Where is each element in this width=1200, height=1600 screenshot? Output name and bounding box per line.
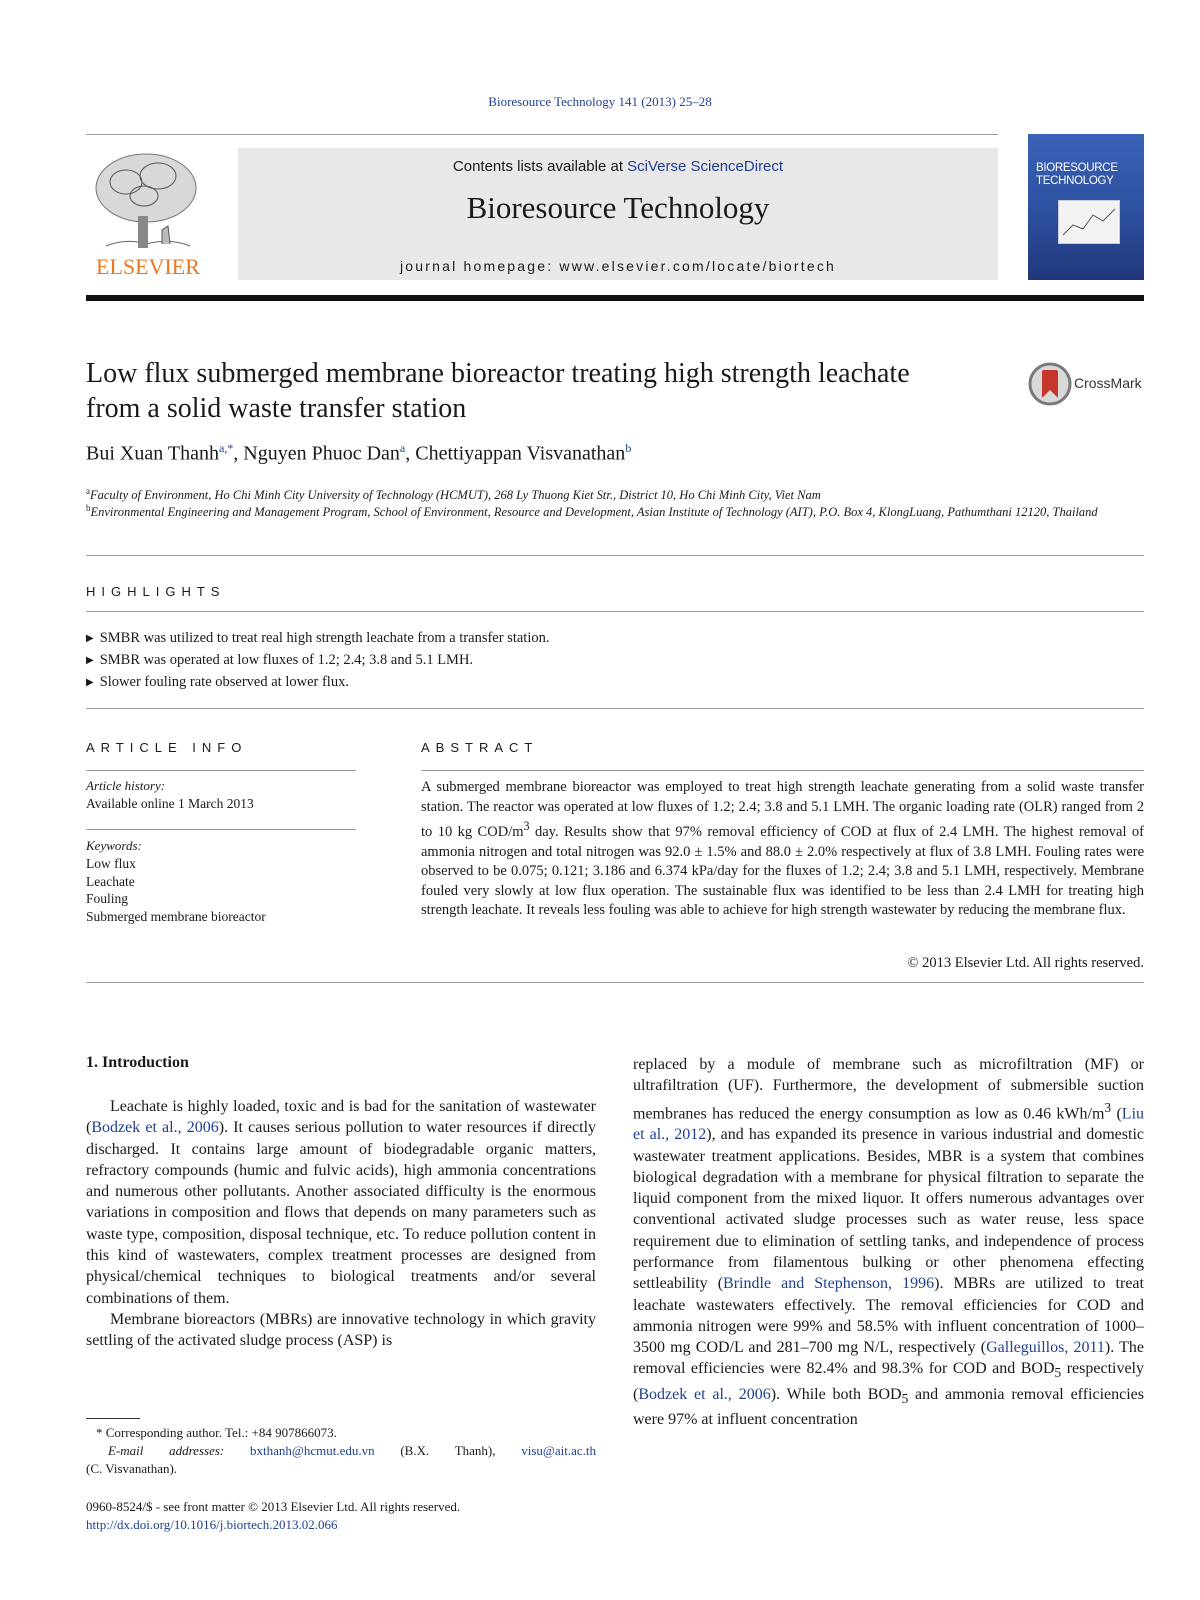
body-column-left <box>86 1096 596 1352</box>
journal-homepage[interactable]: journal homepage: www.elsevier.com/locate/biortech <box>399 258 837 274</box>
paragraph <box>633 1054 1144 1431</box>
journal-banner <box>238 148 998 280</box>
email-line <box>86 1442 596 1460</box>
divider <box>86 982 1144 983</box>
body-column-right <box>633 1054 1144 1431</box>
citation-link[interactable]: Bodzek et al., 2006 <box>91 1119 219 1137</box>
citation-link[interactable]: Liu et al., 2012 <box>633 1104 1145 1144</box>
affiliation <box>86 499 1146 521</box>
text-run: replaced by a module of membrane such as microfiltration (MF) or ultrafiltration (UF). Furthermore, the development of submersible suction membranes has reduced the energy consumption as low as 0.46 kWh/m <box>633 1056 1144 1122</box>
journal-name: Bioresource Technology <box>466 190 770 225</box>
crossmark-icon <box>1028 362 1072 406</box>
author-affiliation-mark[interactable]: b <box>625 441 632 455</box>
text-run: ( <box>1111 1104 1122 1122</box>
email-link[interactable]: bxthanh@hcmut.edu.vn <box>249 1443 375 1458</box>
affiliation-mark: b <box>86 503 91 513</box>
keyword: Low flux <box>86 856 136 871</box>
email-owner: (C. Visvanathan). <box>86 1461 178 1476</box>
divider <box>86 611 1144 612</box>
highlight-item: ▶ SMBR was operated at low fluxes of 1.2; 2.4; 3.8 and 5.1 LMH. <box>86 650 549 672</box>
elsevier-logo <box>86 146 210 282</box>
text-run: ). The removal efficiencies were 82.4% and 98.3% for COD and BOD <box>633 1339 1145 1378</box>
abstract-superscript: 3 <box>523 819 530 834</box>
keyword: Leachate <box>86 873 135 889</box>
corresponding-author-note: * Corresponding author. Tel.: +84 907866073. <box>96 1425 337 1440</box>
author-name[interactable]: Bui Xuan Thanh <box>86 442 219 465</box>
author-name[interactable]: Nguyen Phuoc Dan <box>243 442 400 465</box>
footnote-rule <box>86 1418 140 1419</box>
affiliation-mark: a <box>86 486 90 496</box>
sciencedirect-link[interactable]: SciVerse ScienceDirect <box>627 158 784 175</box>
article-info-heading: ARTICLE INFO <box>86 740 248 755</box>
highlight-item: ▶ Slower fouling rate observed at lower flux. <box>86 672 549 694</box>
crossmark-badge[interactable] <box>1028 362 1148 406</box>
email-link[interactable]: visu@ait.ac.th <box>521 1443 597 1458</box>
keyword: Submerged membrane bioreactor <box>86 908 266 924</box>
journal-reference[interactable]: Bioresource Technology 141 (2013) 25–28 <box>488 94 712 109</box>
text-run: ), and has expanded its presence in various industrial and domestic wastewater treatment applications. Besides, MBR is a system that combines biological degradation with a membrane for physical filtration to separate the liquid component from the mixed liquor. It offers numerous advantages over conventional activated sludge processes such as water reuse, less space requirement due to elimination of settling tanks, and independence of process performance from filamentous bulking or other phenomena effecting settleability ( <box>633 1126 1144 1293</box>
author-list: Bui Xuan Thanh$^{a,*}$, Nguyen Phuoc Dan$^a$, Chettiyappan Visvanathan$^b$ <box>86 441 632 465</box>
citation-link[interactable]: Bodzek et al., 2006 <box>638 1385 771 1403</box>
divider <box>421 770 1144 771</box>
keywords-list <box>86 855 266 925</box>
header-thick-rule <box>86 295 1144 301</box>
text-run: and ammonia removal efficiencies were 97% at influent concentration <box>633 1385 1145 1429</box>
section-heading: 1. Introduction <box>86 1054 189 1071</box>
abstract-copyright: © 2013 Elsevier Ltd. All rights reserved. <box>907 955 1144 971</box>
front-matter <box>86 1498 460 1534</box>
divider <box>86 770 356 771</box>
citation-link[interactable]: Galleguillos, 2011 <box>986 1339 1105 1357</box>
text-run: ). While both BOD <box>770 1385 902 1403</box>
doi-link[interactable]: http://dx.doi.org/10.1016/j.biortech.2013.02.066 <box>86 1517 338 1532</box>
contents-prefix: Contents lists available at <box>452 158 628 175</box>
text-run: ). MBRs are utilized to treat leachate wastewaters effectively. The removal efficiencies for COD and ammonia nitrogen were 99% and 58.5% with influent concentration of 1000–3500 mg COD/L and 281–700 mg N/L, respectively ( <box>633 1275 1144 1357</box>
cover-title: BIORESOURCE TECHNOLOGY <box>1036 162 1118 187</box>
keyword: Fouling <box>86 891 129 906</box>
elsevier-wordmark: ELSEVIER <box>96 254 200 279</box>
journal-cover-image <box>1028 134 1144 280</box>
email-label: E-mail addresses: <box>108 1443 225 1458</box>
subscript: 5 <box>1054 1365 1062 1381</box>
history-value: Available online 1 March 2013 <box>86 796 254 811</box>
issn-line: 0960-8524/$ - see front matter © 2013 Elsevier Ltd. All rights reserved. <box>86 1499 461 1514</box>
highlight-item: ▶ SMBR was utilized to treat real high strength leachate from a transfer station. <box>86 628 549 650</box>
footnote <box>86 1424 596 1478</box>
paragraph: Membrane bioreactors (MBRs) are innovative technology in which gravity settling of the activated sludge process (ASP) is <box>86 1310 596 1350</box>
cover-figure <box>1058 200 1120 244</box>
affiliation-text: Faculty of Environment, Ho Chi Minh City University of Technology (HCMUT), 268 Ly Thuong Kiet Str., District 10, Ho Chi Minh City, Viet Nam <box>90 488 821 503</box>
highlights-heading: HIGHLIGHTS <box>86 584 226 599</box>
abstract-text-part: A submerged membrane bioreactor was employed to treat high strength leachate generating from a solid waste transfer station. The reactor was operated at low fluxes of 1.2; 2.4; 3.8 and 5.1 LMH. The organic loading rate (OLR) ranged from 2 to 10 kg COD/m <box>421 779 1144 841</box>
top-rule <box>86 134 998 135</box>
article-title: Low flux submerged membrane bioreactor treating high strength leachate from a solid waste transfer station <box>86 358 910 424</box>
divider <box>86 708 1144 709</box>
subscript: 5 <box>901 1391 909 1407</box>
divider <box>86 555 1144 556</box>
abstract-text <box>421 778 1144 921</box>
contents-line <box>238 158 998 175</box>
superscript: 3 <box>1104 1099 1112 1115</box>
keywords-label: Keywords: <box>86 838 142 853</box>
text-run: ). It causes serious pollution to water resources if directly discharged. It contains large amount of biodegradable organic matters, refractory compounds (humic and fulvic acids), high ammonia concentrations and numerous other pollutants. Another associated difficulty is the enormous variations in composition and flows that depends on many parameters such as waste type, composition, disposal technique, etc. To reduce pollution content in this kind of wastewaters, complex treatment processes are designed from physical/chemical techniques to biological treatments and/or several combinations of them. <box>86 1119 597 1307</box>
divider <box>86 829 356 830</box>
crossmark-label: CrossMark <box>1074 375 1142 391</box>
author-affiliation-mark[interactable]: a,* <box>218 441 234 455</box>
text-run: Leachate is highly loaded, toxic and is bad for the sanitation of wastewater ( <box>86 1098 596 1137</box>
author-affiliation-mark[interactable]: a <box>399 441 406 455</box>
abstract-heading: ABSTRACT <box>421 740 539 755</box>
abstract-text-part: day. Results show that 97% removal efficiency of COD at flux of 2.4 LMH. The highest removal of ammonia nitrogen and total nitrogen was 92.0 ± 1.5% and 88.0 ± 2.0% respectively at flux of 3.8 LMH. Fouling rates were observed to be 0.075; 0.121; 3.186 and 6.374 kPa/day for the fluxes of 1.2; 2.4; 3.8 and 5.1 LMH, respectively. Membrane fouled very slowly at low flux operation. The sustainable flux was identified to be less than 2.4 LMH for treating high strength leachate. It reveals less fouling was able to achieve for high strength wastewater by reducing the membrane flux. <box>421 824 1144 919</box>
author-name[interactable]: Chettiyappan Visvanathan <box>415 442 626 465</box>
affiliation-text: Environmental Engineering and Management Program, School of Environment, Resource and Development, Asian Institute of Technology (AIT), P.O. Box 4, KlongLuang, Pathumthani 12120, Thailand <box>90 505 1098 520</box>
email-owner: (B.X. Thanh), <box>400 1443 496 1458</box>
paragraph <box>86 1096 596 1309</box>
highlights-list <box>86 628 549 694</box>
text-run: respectively ( <box>633 1360 1144 1403</box>
history-label: Article history: <box>86 778 166 793</box>
citation-link[interactable]: Brindle and Stephenson, 1996 <box>723 1275 935 1293</box>
